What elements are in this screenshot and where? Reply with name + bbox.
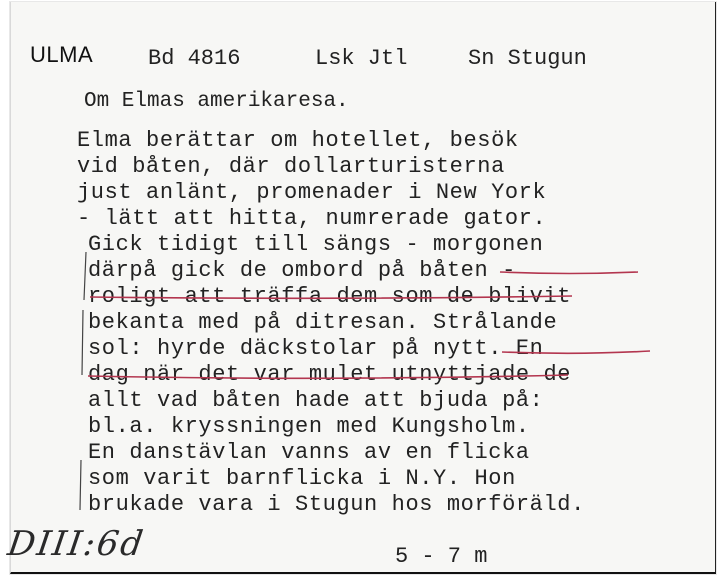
text-line: bekanta med på ditresan. Strålande xyxy=(88,310,558,335)
text-line: Elma berättar om hotellet, besök xyxy=(77,128,519,153)
archive-code: ULMA xyxy=(30,42,94,67)
text-line: just anlänt, promenader i New York xyxy=(77,180,547,205)
text-line: roligt att träffa dem som de blivit xyxy=(88,284,572,309)
text-line: Gick tidigt till sängs - morgonen xyxy=(88,232,544,257)
text-line: vid båten, där dollarturisterna xyxy=(77,154,505,179)
page-reference: 5 - 7 m xyxy=(395,544,488,569)
text-line: dag när det var mulet utnyttjade de xyxy=(88,362,572,387)
handwritten-signum: DIII:6d xyxy=(5,524,148,564)
text-line: sol: hyrde däckstolar på nytt. En xyxy=(88,336,544,361)
text-line: bl.a. kryssningen med Kungsholm. xyxy=(88,414,530,439)
text-line: brukade vara i Stugun hos morföräld. xyxy=(88,492,585,517)
district-code: Lsk Jtl xyxy=(315,46,408,71)
text-line: allt vad båten hade att bjuda på: xyxy=(88,388,544,413)
subject-line: Om Elmas amerikaresa. xyxy=(84,90,349,113)
card-header xyxy=(30,42,690,76)
text-line: En danstävlan vanns av en flicka xyxy=(88,440,530,465)
text-line: - lätt att hitta, numrerade gator. xyxy=(77,206,547,231)
volume-number: Bd 4816 xyxy=(148,46,241,71)
text-line: som varit barnflicka i N.Y. Hon xyxy=(88,466,516,491)
text-line: därpå gick de ombord på båten - xyxy=(88,258,516,283)
parish-name: Sn Stugun xyxy=(468,46,587,71)
